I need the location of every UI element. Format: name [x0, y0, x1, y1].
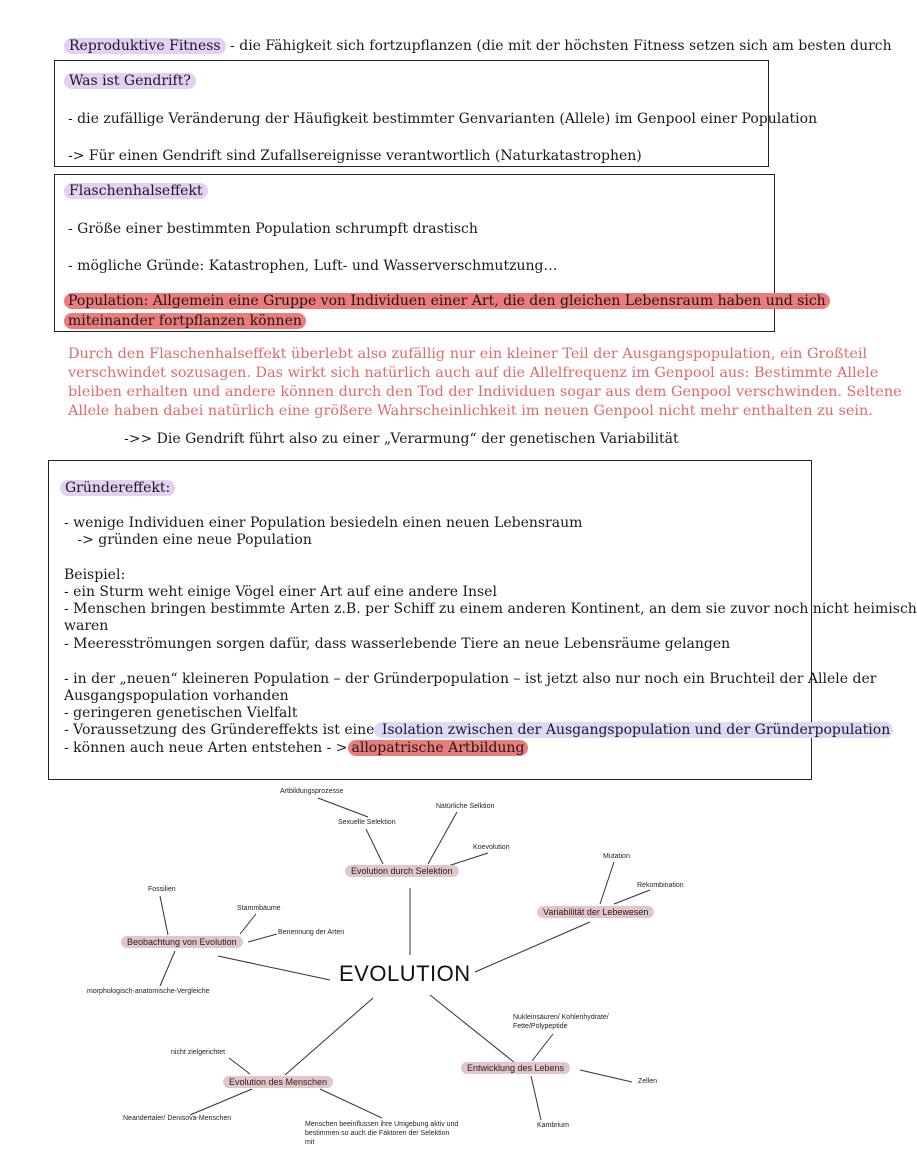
node-beobachtung: Beobachtung von Evolution — [121, 936, 243, 948]
leaf-benennung: Benennung der Arten — [278, 929, 345, 936]
leaf-rekombination: Rekombination — [637, 882, 684, 889]
leaf-sexuelle: Sexuelle Selektion — [338, 819, 396, 826]
example-3: - Meeresströmungen sorgen dafür, dass wasserlebende Tiere an neue Lebensräume gelangen — [64, 636, 731, 652]
node-menschen: Evolution des Menschen — [223, 1076, 333, 1088]
leaf-line — [366, 829, 383, 864]
allopatric-highlight: allopatrische Artbildung — [348, 740, 529, 756]
explanation-line: Allele haben dabei natürlich eine größere Wahrscheinlichkeit im neuen Genpool nicht mehr enthalten zu sein. — [68, 403, 873, 419]
spoke-beobachtung — [218, 956, 330, 980]
leaf-line — [580, 1070, 632, 1082]
founder-point-4-text: - können auch neue Arten entstehen - > — [64, 740, 348, 756]
gendrift-conclusion: ->> Die Gendrift führt also zu einer „Verarmung“ der genetischen Variabilität — [124, 431, 679, 447]
leaf-morphologisch: morphologisch-anatomische-Vergleiche — [87, 988, 210, 995]
gendrift-heading: Was ist Gendrift? — [64, 73, 196, 89]
leaf-umgebung-1: Menschen beeinflussen ihre Umgebung aktiv und — [305, 1121, 459, 1128]
founder-point-1a: - in der „neuen“ kleineren Population – der Gründerpopulation – ist jetzt also nur noch ein Bruchteil der Allele der — [64, 671, 877, 687]
leaf-umgebung-2: bestimmen so auch die Faktoren der Selektion — [305, 1130, 450, 1137]
explanation-line: bleiben erhalten und andere können durch den Tod der Individuen sogar aus dem Genpool verschwinden. Seltene — [68, 384, 902, 400]
leaf-line — [240, 914, 256, 934]
leaf-koevolution: Koevolution — [473, 844, 510, 851]
explanation-line: verschwindet sozusagen. Das wirkt sich natürlich auch auf die Allelfrequenz im Genpool aus: Bestimmte Allele — [68, 365, 879, 381]
leaf-fette: Fette/Polypeptide — [513, 1023, 568, 1030]
bottleneck-line-2: - mögliche Gründe: Katastrophen, Luft- und Wasserverschmutzung… — [68, 258, 558, 274]
founder-point-3-text: - Voraussetzung des Gründereffekts ist eine — [64, 722, 375, 738]
explanation-line: Durch den Flaschenhalseffekt überlebt also zufällig nur ein kleiner Teil der Ausgangspopulation, ein Großteil — [68, 346, 868, 362]
leaf-line — [448, 853, 488, 866]
isolation-highlight: Isolation zwischen der Ausgangspopulation und der Gründerpopulation — [374, 722, 893, 738]
spoke-variabilitaet — [475, 922, 590, 972]
founder-heading: Gründereffekt: — [60, 480, 175, 496]
gendrift-line-2: -> Für einen Gendrift sind Zufallsereignisse verantwortlich (Naturkatastrophen) — [68, 148, 642, 164]
leaf-line — [532, 1034, 553, 1061]
leaf-line — [428, 812, 457, 864]
leaf-stammbaeume: Stammbäume — [237, 905, 281, 912]
example-label: Beispiel: — [64, 567, 126, 583]
leaf-line — [318, 798, 368, 817]
leaf-artbildung: Artbildungsprozesse — [280, 788, 344, 795]
example-1: - ein Sturm weht einige Vögel einer Art auf eine andere Insel — [64, 584, 497, 600]
founder-point-1b: Ausgangspopulation vorhanden — [64, 688, 289, 704]
leaf-nukleinsaeuren: Nukleinsäuren/ Kohlenhydrate/ — [513, 1014, 609, 1021]
leaf-mutation: Mutation — [603, 853, 630, 860]
leaf-line — [614, 890, 650, 904]
leaf-line — [190, 1089, 252, 1115]
founder-line-2: -> gründen eine neue Population — [64, 532, 312, 548]
leaf-line — [600, 862, 614, 904]
mindmap-center: EVOLUTION — [339, 961, 471, 986]
leaf-line — [320, 1089, 382, 1118]
leaf-line — [160, 896, 168, 935]
founder-point-2: - geringeren genetischen Vielfalt — [64, 705, 298, 721]
leaf-umgebung-3: mit — [305, 1139, 315, 1146]
gendrift-line-1: - die zufällige Veränderung der Häufigkeit bestimmter Genvarianten (Allele) im Genpool einer Population — [68, 111, 818, 127]
leaf-fossilien: Fossilien — [148, 886, 176, 893]
leaf-natuerliche: Natürliche Selktion — [436, 803, 495, 810]
founder-line-1: - wenige Individuen einer Population besiedeln einen neuen Lebensraum — [64, 515, 583, 531]
population-definition-highlight-1: Population: Allgemein eine Gruppe von Individuen einer Art, die den gleichen Lebensraum haben und sich — [64, 293, 830, 309]
example-2a: - Menschen bringen bestimmte Arten z.B. per Schiff zu einem anderen Kontinent, an dem sie zuvor noch nicht heimisch — [64, 601, 917, 617]
bottleneck-heading: Flaschenhalseffekt — [64, 183, 208, 199]
example-2b: waren — [64, 618, 109, 634]
bottleneck-line-1: - Größe einer bestimmten Population schrumpft drastisch — [68, 221, 478, 237]
leaf-neandertaler: Neandertaler/ Denisova-Menschen — [123, 1115, 232, 1122]
leaf-line — [248, 934, 277, 942]
fitness-term: Reproduktive Fitness — [64, 38, 226, 54]
node-variabilitaet: Variabilität der Lebewesen — [537, 906, 654, 918]
spoke-entwicklung — [430, 995, 515, 1063]
leaf-kambrium: Kambrium — [537, 1122, 569, 1129]
leaf-nicht-zielgerichtet: nicht zielgerichtet — [171, 1049, 226, 1056]
fitness-definition: - die Fähigkeit sich fortzupflanzen (die mit der höchsten Fitness setzen sich am besten durch — [225, 38, 892, 54]
spoke-menschen — [285, 998, 373, 1075]
leaf-zellen: Zellen — [638, 1078, 658, 1085]
node-entwicklung: Entwicklung des Lebens — [461, 1062, 570, 1074]
leaf-line — [229, 1058, 250, 1074]
node-evolution-selektion: Evolution durch Selektion — [345, 865, 459, 877]
leaf-line — [531, 1076, 541, 1120]
population-definition-highlight-2: miteinander fortpflanzen können — [64, 313, 306, 329]
leaf-line — [160, 951, 175, 986]
